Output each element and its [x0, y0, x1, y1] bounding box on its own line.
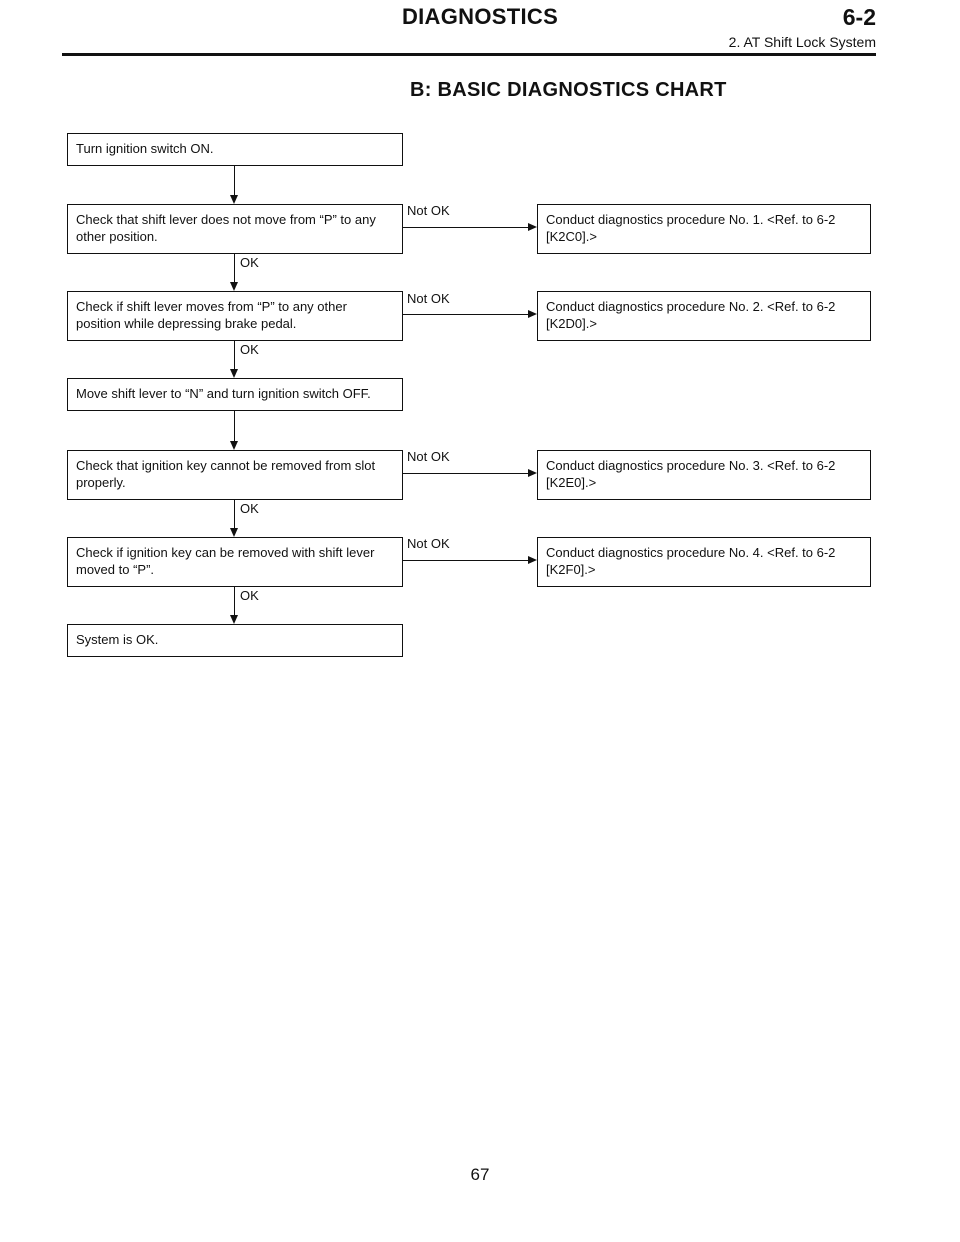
section-title: B: BASIC DIAGNOSTICS CHART [410, 79, 727, 101]
procedure-box-4: Conduct diagnostics procedure No. 4. <Ref. to 6-2 [K2F0].> [537, 537, 871, 587]
connector-line [402, 560, 530, 561]
arrow-right-icon [528, 223, 537, 231]
procedure-box-3: Conduct diagnostics procedure No. 3. <Ref. to 6-2 [K2E0].> [537, 450, 871, 500]
arrow-down-icon [230, 528, 238, 537]
connector-line [234, 254, 235, 282]
header-title: DIAGNOSTICS [401, 4, 559, 29]
step-box-6: Check if ignition key can be removed with shift lever moved to “P”. [67, 537, 403, 587]
connector-line [234, 341, 235, 369]
connector-line [402, 227, 530, 228]
procedure-box-2: Conduct diagnostics procedure No. 2. <Ref. to 6-2 [K2D0].> [537, 291, 871, 341]
header-subtitle: 2. AT Shift Lock System [728, 34, 876, 50]
step-box-7: System is OK. [67, 624, 403, 657]
header-rule [62, 53, 876, 56]
connector-line [402, 473, 530, 474]
ok-label: OK [240, 588, 259, 603]
not-ok-label: Not OK [407, 291, 450, 306]
not-ok-label: Not OK [407, 536, 450, 551]
step-box-2: Check that shift lever does not move from “P” to any other position. [67, 204, 403, 254]
section-number: 6-2 [842, 4, 876, 30]
arrow-right-icon [528, 556, 537, 564]
arrow-right-icon [528, 469, 537, 477]
not-ok-label: Not OK [407, 203, 450, 218]
page-number: 67 [470, 1165, 490, 1184]
arrow-down-icon [230, 282, 238, 291]
connector-line [234, 166, 235, 195]
not-ok-label: Not OK [407, 449, 450, 464]
ok-label: OK [240, 342, 259, 357]
connector-line [234, 587, 235, 615]
arrow-down-icon [230, 369, 238, 378]
connector-line [402, 314, 530, 315]
connector-line [234, 500, 235, 528]
step-box-3: Check if shift lever moves from “P” to any other position while depressing brake pedal. [67, 291, 403, 341]
step-box-1: Turn ignition switch ON. [67, 133, 403, 166]
procedure-box-1: Conduct diagnostics procedure No. 1. <Ref. to 6-2 [K2C0].> [537, 204, 871, 254]
arrow-right-icon [528, 310, 537, 318]
arrow-down-icon [230, 195, 238, 204]
arrow-down-icon [230, 441, 238, 450]
arrow-down-icon [230, 615, 238, 624]
ok-label: OK [240, 255, 259, 270]
ok-label: OK [240, 501, 259, 516]
connector-line [234, 411, 235, 441]
step-box-5: Check that ignition key cannot be removed from slot properly. [67, 450, 403, 500]
step-box-4: Move shift lever to “N” and turn ignition switch OFF. [67, 378, 403, 411]
